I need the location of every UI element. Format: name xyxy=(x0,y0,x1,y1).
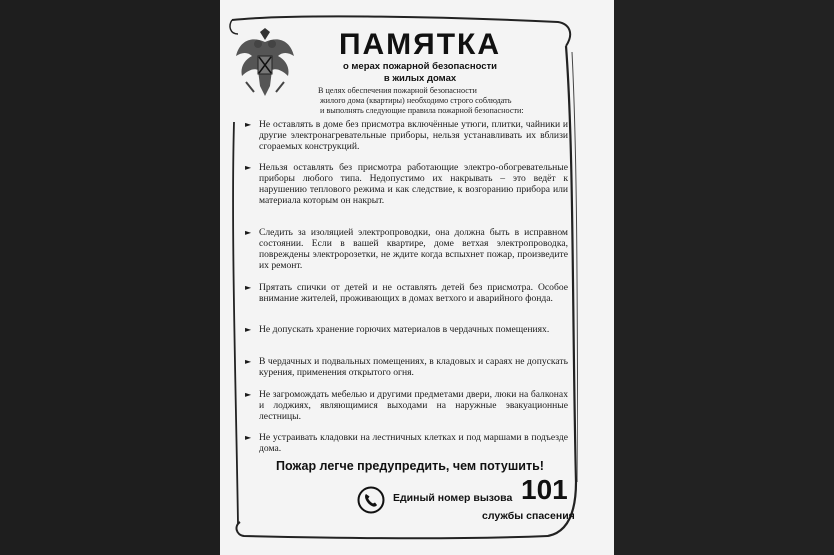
bullet-arrow-icon: ► xyxy=(245,390,252,399)
subtitle-line-2: в жилых домах xyxy=(383,73,457,84)
eagle-emblem-icon xyxy=(234,26,296,102)
rule-text: Не оставлять в доме без присмотра включённые утюги, плитки, чайники и другие электронагревательные приборы, нельзя устанавливать их вблизи сгораемых конструкций. xyxy=(259,119,568,152)
list-item xyxy=(246,282,568,304)
bullet-arrow-icon: ► xyxy=(245,325,252,334)
list-item xyxy=(246,356,568,378)
rule-text: Не устраивать кладовки на лестничных клетках и под маршами в подъезде дома. xyxy=(259,432,568,454)
subtitle-line-1: о мерах пожарной безопасности xyxy=(342,61,498,72)
hotline-number: 101 xyxy=(521,474,568,505)
intro-line-2: жилого дома (квартиры) необходимо строго соблюдать xyxy=(320,96,512,105)
rule-text: Не загромождать мебелью и другими предметами двери, люки на балконах и лоджиях, являющимися выходами на наружные эвакуационные лестницы. xyxy=(259,389,568,422)
list-item xyxy=(246,389,568,422)
slogan: Пожар легче предупредить, чем потушить! xyxy=(276,459,544,473)
rule-text: Прятать спички от детей и не оставлять детей без присмотра. Особое внимание жителей, проживающих в домах ветхого и аварийного фонда. xyxy=(259,282,568,304)
document-subtitle xyxy=(330,61,510,85)
bullet-arrow-icon: ► xyxy=(245,283,252,292)
service-label: службы спасения xyxy=(482,510,575,522)
bullet-arrow-icon: ► xyxy=(245,433,252,442)
rule-text: Не допускать хранение горючих материалов в чердачных помещениях. xyxy=(259,324,550,335)
bullet-arrow-icon: ► xyxy=(245,228,252,237)
bullet-arrow-icon: ► xyxy=(245,163,252,172)
hotline-label: Единый номер вызова xyxy=(393,492,513,504)
list-item xyxy=(246,119,568,152)
right-dark-margin xyxy=(614,0,834,555)
list-item xyxy=(246,227,568,271)
rule-text: Нельзя оставлять без присмотра работающие электро-обогревательные приборы любого типа. Недопустимо их накрывать – это ведёт к нарушению теплового режима и как следствие, к возгоранию прибора или материала которым он накрыт. xyxy=(259,162,568,206)
left-dark-margin xyxy=(0,0,220,555)
intro-line-3: и выполнять следующие правила пожарной безопасности: xyxy=(320,106,524,115)
list-item xyxy=(246,162,568,206)
intro-paragraph xyxy=(318,86,578,116)
list-item xyxy=(246,324,568,335)
rule-text: Следить за изоляцией электропроводки, она должна быть в исправном состоянии. Если в вашей квартире, доме ветхая электропроводка, повреждены электророзетки, не ждите когда вспыхнет пожар, произведите их ремонт. xyxy=(259,227,568,271)
intro-line-1: В целях обеспечения пожарной безопасности xyxy=(318,86,477,95)
rule-text: В чердачных и подвальных помещениях, в кладовых и сараях не допускать курения, применения открытого огня. xyxy=(259,356,568,378)
phone-icon xyxy=(357,486,385,514)
document-title: ПАМЯТКА xyxy=(338,28,502,61)
bullet-arrow-icon: ► xyxy=(245,120,252,129)
bullet-arrow-icon: ► xyxy=(245,357,252,366)
list-item xyxy=(246,432,568,454)
